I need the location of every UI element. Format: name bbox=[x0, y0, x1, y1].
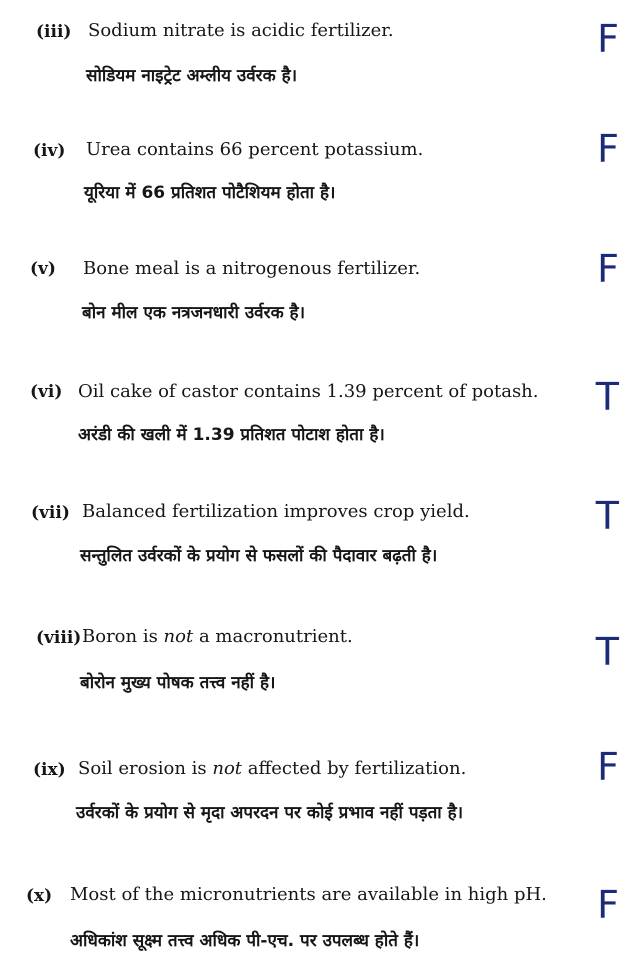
question-hindi: सोडियम नाइट्रेट अम्लीय उर्वरक है। bbox=[86, 66, 298, 86]
question-number: (x) bbox=[26, 886, 53, 906]
question-number: (iv) bbox=[33, 141, 66, 161]
handwritten-answer-mark: T bbox=[595, 375, 619, 419]
question-number: (vi) bbox=[30, 382, 63, 402]
question-english: Sodium nitrate is acidic fertilizer. bbox=[88, 20, 394, 41]
handwritten-answer-mark: F bbox=[597, 247, 619, 291]
handwritten-answer-mark: T bbox=[595, 630, 619, 674]
question-hindi: अरंडी की खली में 1.39 प्रतिशत पोटाश होता है। bbox=[78, 425, 385, 445]
question-hindi: बोरोन मुख्य पोषक तत्त्व नहीं है। bbox=[80, 673, 276, 693]
question-english: Boron is not a macronutrient. bbox=[82, 626, 353, 647]
question-number: (viii) bbox=[36, 628, 82, 648]
question-hindi: उर्वरकों के प्रयोग से मृदा अपरदन पर कोई प्रभाव नहीं पड़ता है। bbox=[76, 803, 464, 823]
question-hindi: यूरिया में 66 प्रतिशत पोटैशियम होता है। bbox=[84, 183, 336, 203]
handwritten-answer-mark: F bbox=[597, 127, 619, 171]
handwritten-answer-mark: F bbox=[597, 883, 619, 927]
question-english: Oil cake of castor contains 1.39 percent of potash. bbox=[78, 381, 539, 402]
question-hindi: बोन मील एक नत्रजनधारी उर्वरक है। bbox=[82, 303, 306, 323]
question-number: (v) bbox=[30, 259, 56, 279]
question-hindi: अधिकांश सूक्ष्म तत्त्व अधिक पी-एच. पर उपलब्ध होते हैं। bbox=[70, 931, 420, 951]
handwritten-answer-mark: F bbox=[597, 745, 619, 789]
handwritten-answer-mark: F bbox=[597, 17, 619, 61]
question-english: Soil erosion is not affected by fertilization. bbox=[78, 758, 467, 779]
question-number: (ix) bbox=[33, 760, 66, 780]
question-number: (iii) bbox=[36, 22, 72, 42]
question-hindi: सन्तुलित उर्वरकों के प्रयोग से फसलों की पैदावार बढ़ती है। bbox=[80, 546, 438, 566]
question-number: (vii) bbox=[31, 503, 70, 523]
handwritten-answer-mark: T bbox=[595, 494, 619, 538]
question-english: Urea contains 66 percent potassium. bbox=[86, 139, 424, 160]
question-english: Balanced fertilization improves crop yield. bbox=[82, 501, 470, 522]
question-english: Most of the micronutrients are available in high pH. bbox=[70, 884, 547, 905]
question-english: Bone meal is a nitrogenous fertilizer. bbox=[83, 258, 421, 279]
